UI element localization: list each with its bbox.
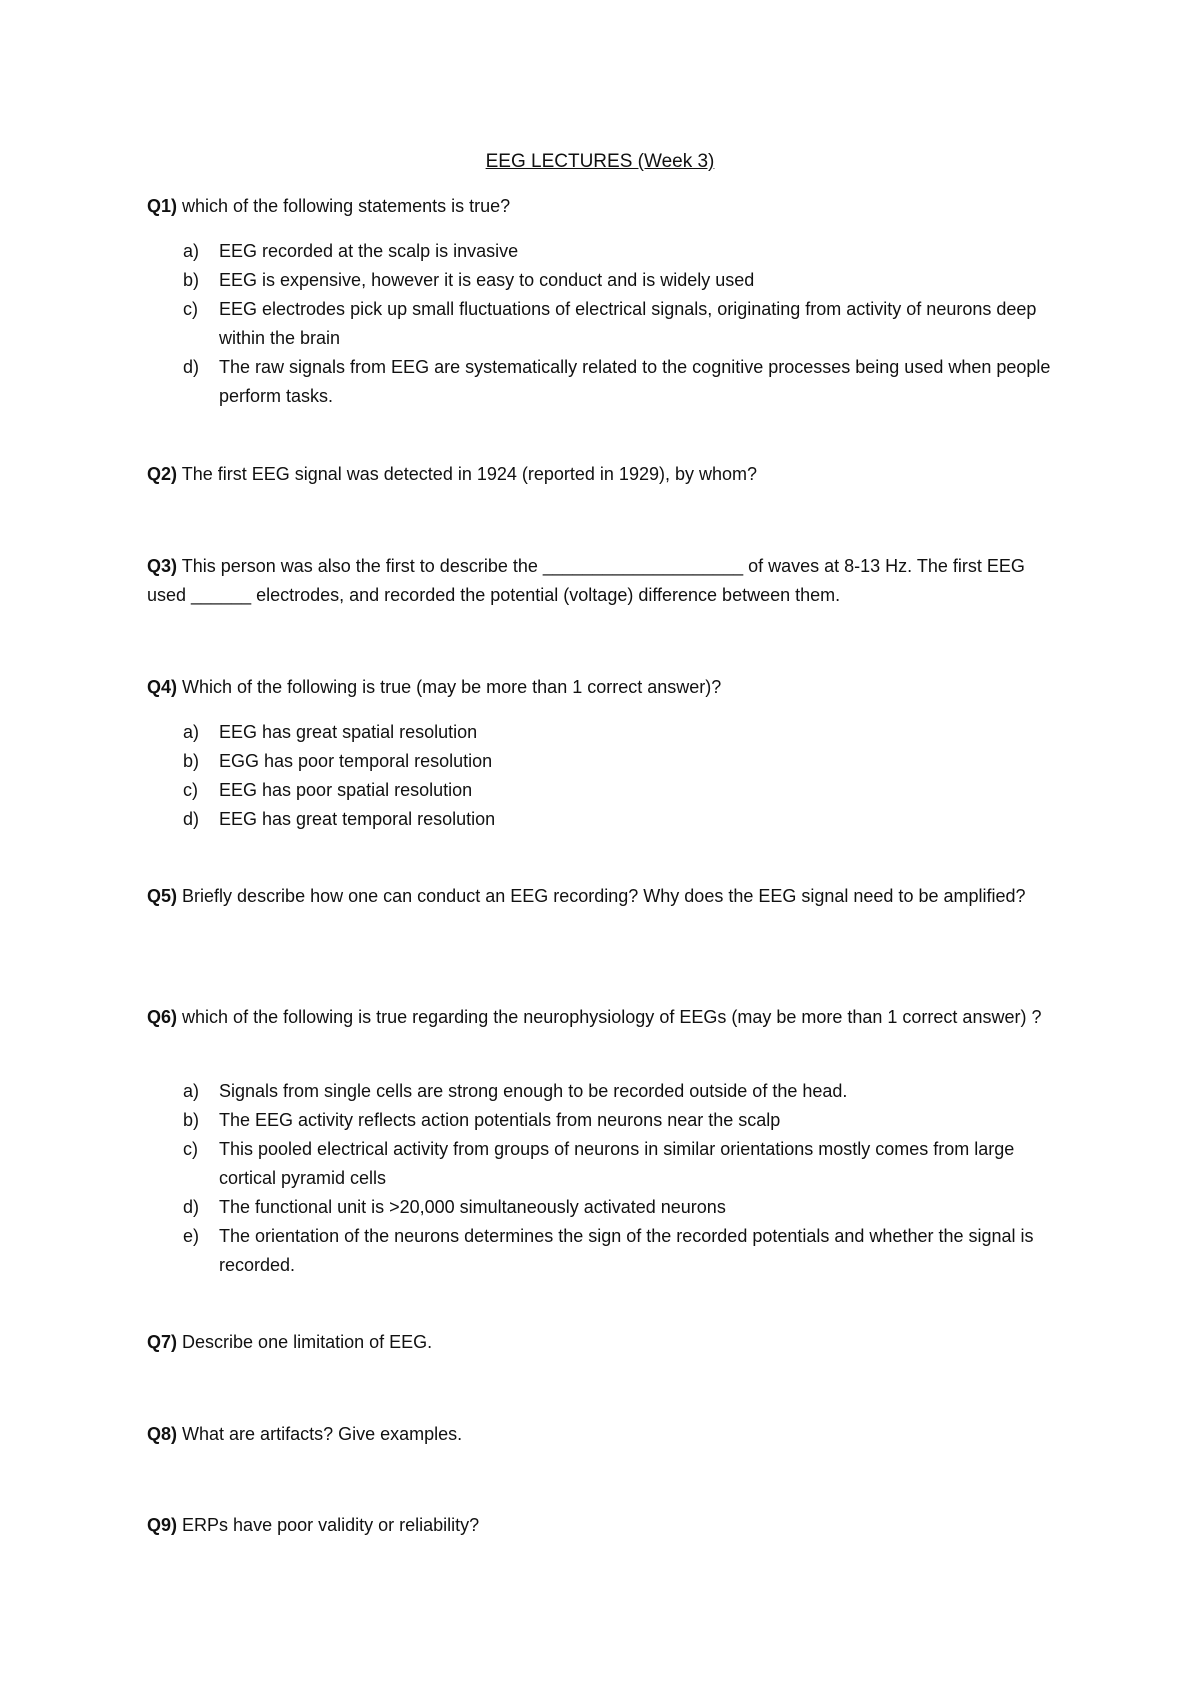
option-letter: a)	[183, 241, 200, 261]
option-item	[183, 1193, 1053, 1222]
question-text: Briefly describe how one can conduct an EEG recording? Why does the EEG signal need to be amplified?	[182, 886, 1026, 906]
question-number: Q4)	[147, 677, 178, 697]
option-text: The orientation of the neurons determines the sign of the recorded potentials and whether the signal is recorded.	[219, 1226, 1034, 1275]
question-number: Q3)	[147, 556, 178, 576]
option-text: EGG has poor temporal resolution	[219, 751, 493, 771]
option-text: EEG is expensive, however it is easy to conduct and is widely used	[219, 270, 755, 290]
question-text: This person was also the first to describe the ____________________ of waves at 8-13 Hz. The first EEG used ______ electrodes, and recorded the potential (voltage) difference between them.	[147, 556, 1025, 605]
question-number: Q2)	[147, 464, 178, 484]
question-text: Describe one limitation of EEG.	[182, 1332, 433, 1352]
option-text: The functional unit is >20,000 simultaneously activated neurons	[219, 1197, 726, 1217]
option-text: This pooled electrical activity from groups of neurons in similar orientations mostly comes from large cortical pyramid cells	[219, 1139, 1015, 1188]
option-item	[183, 1106, 1053, 1135]
question-9	[147, 1511, 1047, 1540]
option-item	[183, 295, 1053, 353]
option-text: EEG has great spatial resolution	[219, 722, 478, 742]
question-5	[147, 882, 1047, 911]
question-text: which of the following statements is true?	[182, 196, 511, 216]
question-3	[147, 552, 1047, 610]
page-title: EEG LECTURES (Week 3)	[485, 151, 715, 172]
question-number: Q8)	[147, 1424, 178, 1444]
option-letter: c)	[183, 780, 198, 800]
question-1	[147, 192, 1047, 221]
option-letter: c)	[183, 299, 198, 319]
question-text: What are artifacts? Give examples.	[182, 1424, 463, 1444]
option-letter: d)	[183, 1197, 200, 1217]
option-letter: a)	[183, 1081, 200, 1101]
question-7	[147, 1328, 1047, 1357]
question-text: which of the following is true regarding the neurophysiology of EEGs (may be more than 1 correct answer) ?	[182, 1007, 1042, 1027]
option-text: Signals from single cells are strong enough to be recorded outside of the head.	[219, 1081, 848, 1101]
question-text: ERPs have poor validity or reliability?	[182, 1515, 480, 1535]
question-text: Which of the following is true (may be more than 1 correct answer)?	[182, 677, 722, 697]
option-item	[183, 353, 1053, 411]
option-letter: b)	[183, 270, 200, 290]
question-1-options	[183, 237, 1053, 411]
question-text: The first EEG signal was detected in 1924 (reported in 1929), by whom?	[181, 464, 758, 484]
option-item	[183, 1077, 1053, 1106]
option-item	[183, 747, 1053, 776]
question-number: Q5)	[147, 886, 178, 906]
option-letter: a)	[183, 722, 200, 742]
option-item	[183, 237, 1053, 266]
option-text: The EEG activity reflects action potentials from neurons near the scalp	[219, 1110, 781, 1130]
question-8	[147, 1420, 1047, 1449]
question-number: Q7)	[147, 1332, 178, 1352]
question-number: Q1)	[147, 196, 178, 216]
option-letter: b)	[183, 751, 200, 771]
question-4-options	[183, 718, 1053, 834]
option-letter: d)	[183, 357, 200, 377]
question-6	[147, 1003, 1047, 1032]
option-text: EEG has great temporal resolution	[219, 809, 496, 829]
option-letter: d)	[183, 809, 200, 829]
option-letter: b)	[183, 1110, 200, 1130]
option-text: EEG recorded at the scalp is invasive	[219, 241, 519, 261]
option-item	[183, 805, 1053, 834]
question-number: Q6)	[147, 1007, 178, 1027]
question-number: Q9)	[147, 1515, 178, 1535]
option-item	[183, 1222, 1053, 1280]
option-text: The raw signals from EEG are systematically related to the cognitive processes being used when people perform tasks.	[219, 357, 1051, 406]
option-item	[183, 1135, 1053, 1193]
option-text: EEG has poor spatial resolution	[219, 780, 473, 800]
option-item	[183, 718, 1053, 747]
option-item	[183, 266, 1053, 295]
option-text: EEG electrodes pick up small fluctuations of electrical signals, originating from activity of neurons deep within the brain	[219, 299, 1037, 348]
option-letter: e)	[183, 1226, 200, 1246]
option-letter: c)	[183, 1139, 198, 1159]
question-2	[147, 460, 1047, 489]
question-6-options	[183, 1077, 1053, 1280]
option-item	[183, 776, 1053, 805]
question-4	[147, 673, 1047, 702]
